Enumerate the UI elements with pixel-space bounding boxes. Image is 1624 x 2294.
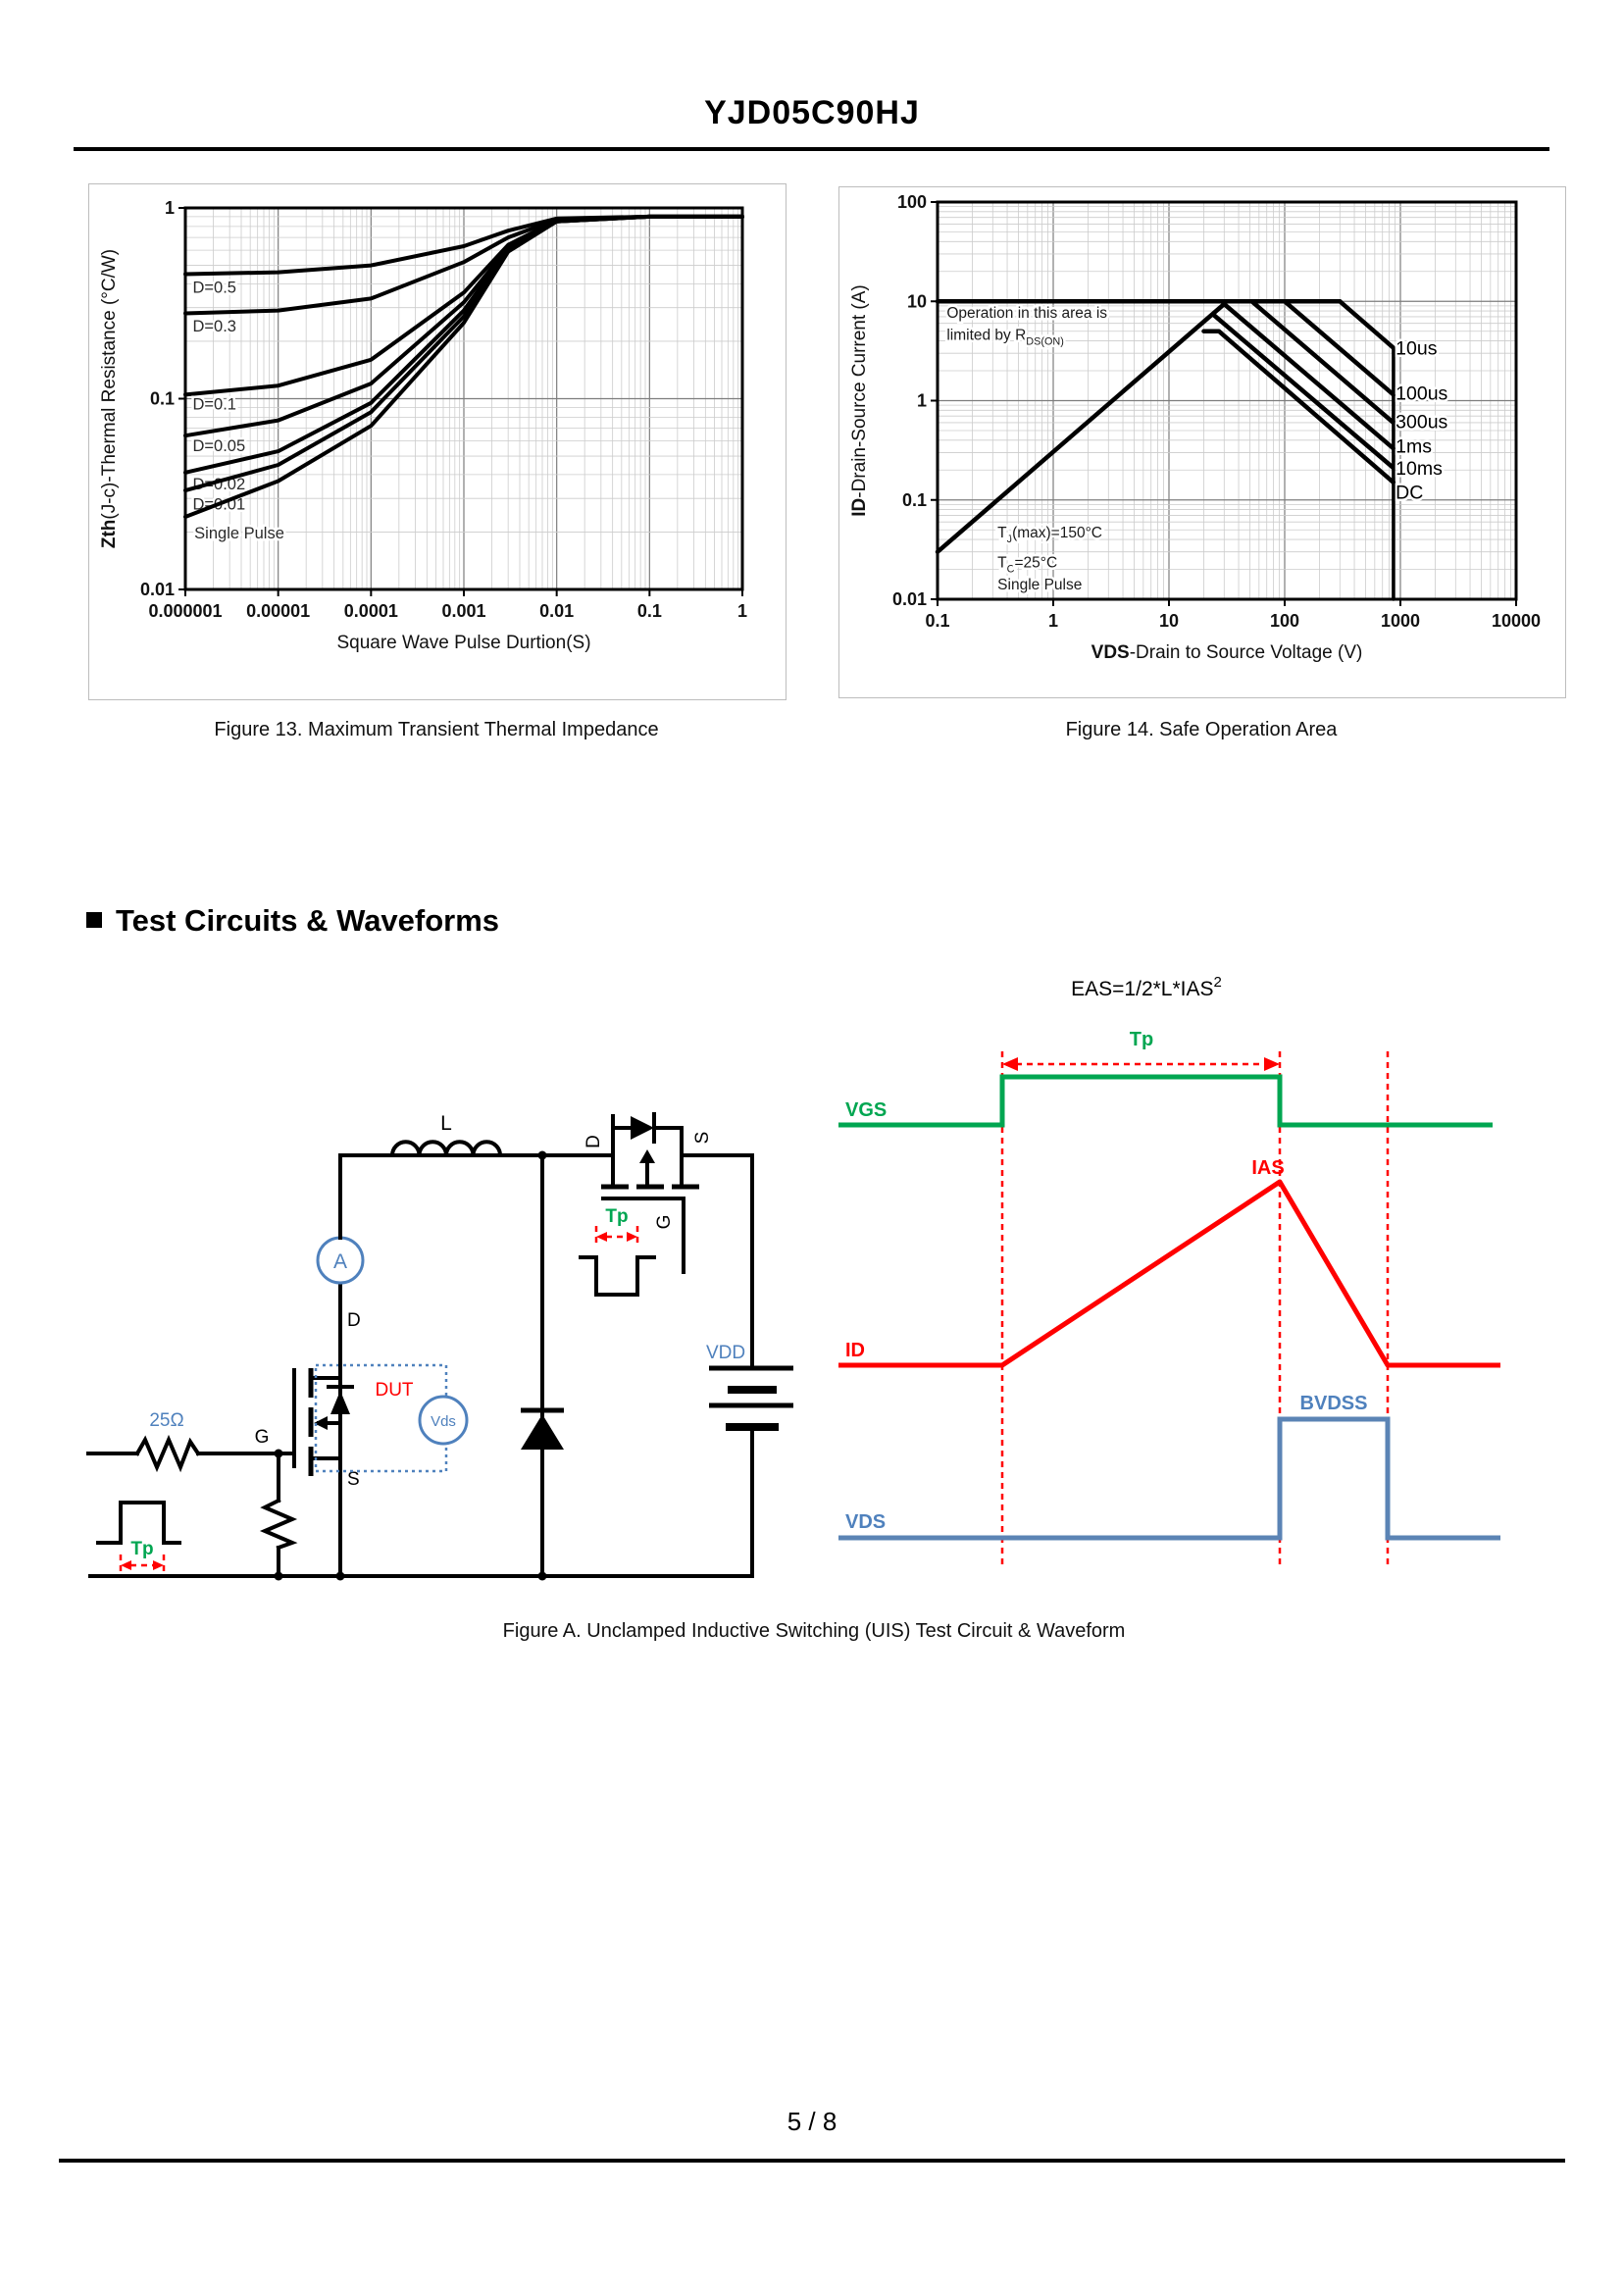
- x-tick-label: 1000: [1380, 611, 1421, 631]
- pulse-width-label: Tp: [130, 1539, 154, 1559]
- series-label: 100us: [1396, 382, 1448, 405]
- supply-label: VDD: [706, 1343, 746, 1363]
- dut-drain-label: D: [347, 1310, 361, 1331]
- eas-formula-exponent: 2: [1213, 974, 1222, 991]
- fet2-pulse-width-label: Tp: [605, 1206, 629, 1227]
- junction-dot: [336, 1572, 345, 1581]
- x-tick-label: 0.0001: [343, 601, 398, 621]
- eas-formula-base: EAS=1/2*L*IAS: [1071, 978, 1214, 1000]
- gate-terminal-label: G: [254, 1427, 270, 1448]
- gate-resistor: [137, 1440, 198, 1467]
- y-tick-label: 10: [906, 291, 927, 312]
- arrow-left-icon: [121, 1560, 131, 1570]
- arrow-right-icon: [153, 1560, 164, 1570]
- vgs-waveform: [838, 1077, 1493, 1125]
- y-tick-label: 0.01: [139, 580, 175, 599]
- y-tick-label: 100: [896, 192, 927, 212]
- arrow-right-icon: [1264, 1057, 1280, 1071]
- x-tick-label: 0.000001: [148, 601, 223, 621]
- y-axis-label: ID-Drain-Source Current (A): [849, 284, 870, 517]
- series-label: D=0.5: [192, 279, 236, 297]
- inductor: [392, 1142, 500, 1155]
- uis-test-circuit-diagram: [69, 1059, 853, 1608]
- vds-waveform: [838, 1419, 1500, 1538]
- gate-resistor-label: 25Ω: [149, 1410, 184, 1431]
- thermal-impedance-chart: [89, 184, 784, 697]
- chart-annotation: Single Pulse: [997, 577, 1083, 594]
- x-tick-label: 100: [1269, 611, 1300, 631]
- series-label: D=0.1: [192, 395, 236, 414]
- y-tick-label: 0.1: [149, 388, 175, 409]
- header-rule: [74, 147, 1549, 151]
- vds-meter-label: Vds: [431, 1413, 456, 1430]
- x-tick-label: 10000: [1491, 611, 1542, 631]
- inductor-label: L: [440, 1112, 452, 1135]
- dut-label: DUT: [375, 1380, 414, 1401]
- section-bullet-icon: [86, 912, 102, 928]
- arrow-left-icon: [1002, 1057, 1018, 1071]
- ias-label: IAS: [1251, 1157, 1285, 1179]
- series-100us: [1285, 301, 1394, 394]
- junction-dot: [538, 1572, 547, 1581]
- y-tick-label: 1: [916, 390, 927, 411]
- x-tick-label: 1: [736, 601, 748, 621]
- fet2-diode-icon: [631, 1116, 654, 1140]
- x-tick-label: 0.1: [925, 611, 950, 631]
- series-label: Single Pulse: [194, 525, 284, 543]
- section-heading: [86, 903, 499, 939]
- series-300us: [1252, 301, 1394, 423]
- ammeter-label: A: [332, 1250, 348, 1273]
- page-number: 5 / 8: [787, 2107, 837, 2136]
- x-tick-label: 0.001: [441, 601, 486, 621]
- bvdss-label: BVDSS: [1299, 1393, 1368, 1414]
- x-axis-label: Square Wave Pulse Durtion(S): [336, 633, 591, 653]
- series-10ms: [1213, 315, 1394, 469]
- figure14-caption: Figure 14. Safe Operation Area: [1065, 719, 1338, 740]
- figure13-caption: Figure 13. Maximum Transient Thermal Impedance: [214, 719, 659, 740]
- figureA-caption: Figure A. Unclamped Inductive Switching (UIS) Test Circuit & Waveform: [502, 1620, 1126, 1642]
- id-waveform: [838, 1182, 1500, 1365]
- junction-dot: [275, 1572, 283, 1581]
- fet2-gate-label: G: [654, 1214, 675, 1230]
- series-label: 1ms: [1396, 435, 1433, 458]
- thermal-impedance-chart-frame: [88, 183, 787, 700]
- series-label: DC: [1396, 482, 1424, 504]
- series-label: D=0.01: [192, 495, 246, 514]
- soa-chart-frame: [838, 186, 1566, 698]
- series-label: D=0.05: [192, 437, 246, 456]
- dut-source-label: S: [347, 1469, 360, 1490]
- x-tick-label: 1: [1047, 611, 1059, 631]
- eas-formula: [1071, 974, 1222, 1000]
- y-tick-label: 0.1: [901, 489, 927, 510]
- series-label: D=0.02: [192, 475, 246, 493]
- gate-pulse-symbol: [98, 1503, 179, 1543]
- arrow-right-icon: [627, 1232, 637, 1242]
- arrow-left-icon: [596, 1232, 607, 1242]
- series-label: D=0.3: [192, 318, 236, 336]
- fet2-body-arrow-icon: [639, 1149, 655, 1163]
- x-tick-label: 0.1: [636, 601, 662, 621]
- soa-chart: [839, 187, 1563, 695]
- series-label: 10ms: [1396, 458, 1443, 481]
- chart-annotation: limited by $R_{DS(ON)}$: [946, 327, 1064, 348]
- y-tick-label: 0.01: [891, 589, 927, 609]
- chart-annotation: Operation in this area is: [946, 305, 1108, 323]
- fet2-drain-label: D: [584, 1135, 604, 1148]
- freewheel-diode-icon: [521, 1414, 564, 1450]
- dut-body-diode-icon: [330, 1391, 350, 1414]
- section-heading-text: Test Circuits & Waveforms: [116, 903, 500, 938]
- series-label: 300us: [1396, 411, 1448, 433]
- series-DC: [1204, 331, 1394, 483]
- uis-waveform-diagram: [834, 942, 1589, 1608]
- gate-pulldown-resistor: [265, 1501, 292, 1548]
- vgs-label: VGS: [845, 1099, 888, 1121]
- vds-label: VDS: [845, 1511, 887, 1533]
- y-axis-label: Zth(J-c)-Thermal Resistance (°C/W): [99, 248, 120, 549]
- fet2-pulse-symbol: [581, 1257, 654, 1295]
- fet2-source-label: S: [692, 1131, 713, 1145]
- x-tick-label: 0.00001: [246, 601, 311, 621]
- chart-annotation: $T_C=25^\circ C$: [997, 554, 1058, 576]
- x-axis-label: VDS-Drain to Source Voltage (V): [1091, 642, 1363, 663]
- footer-rule: [59, 2159, 1565, 2163]
- page-title: YJD05C90HJ: [704, 94, 920, 131]
- tp-label: Tp: [1129, 1029, 1154, 1050]
- id-label: ID: [845, 1340, 865, 1361]
- x-tick-label: 0.01: [539, 601, 575, 621]
- series-label: 10us: [1396, 337, 1438, 360]
- chart-annotation: $T_J(\max)=150^\circ C$: [997, 524, 1102, 545]
- x-tick-label: 10: [1158, 611, 1180, 631]
- y-tick-label: 1: [164, 198, 175, 218]
